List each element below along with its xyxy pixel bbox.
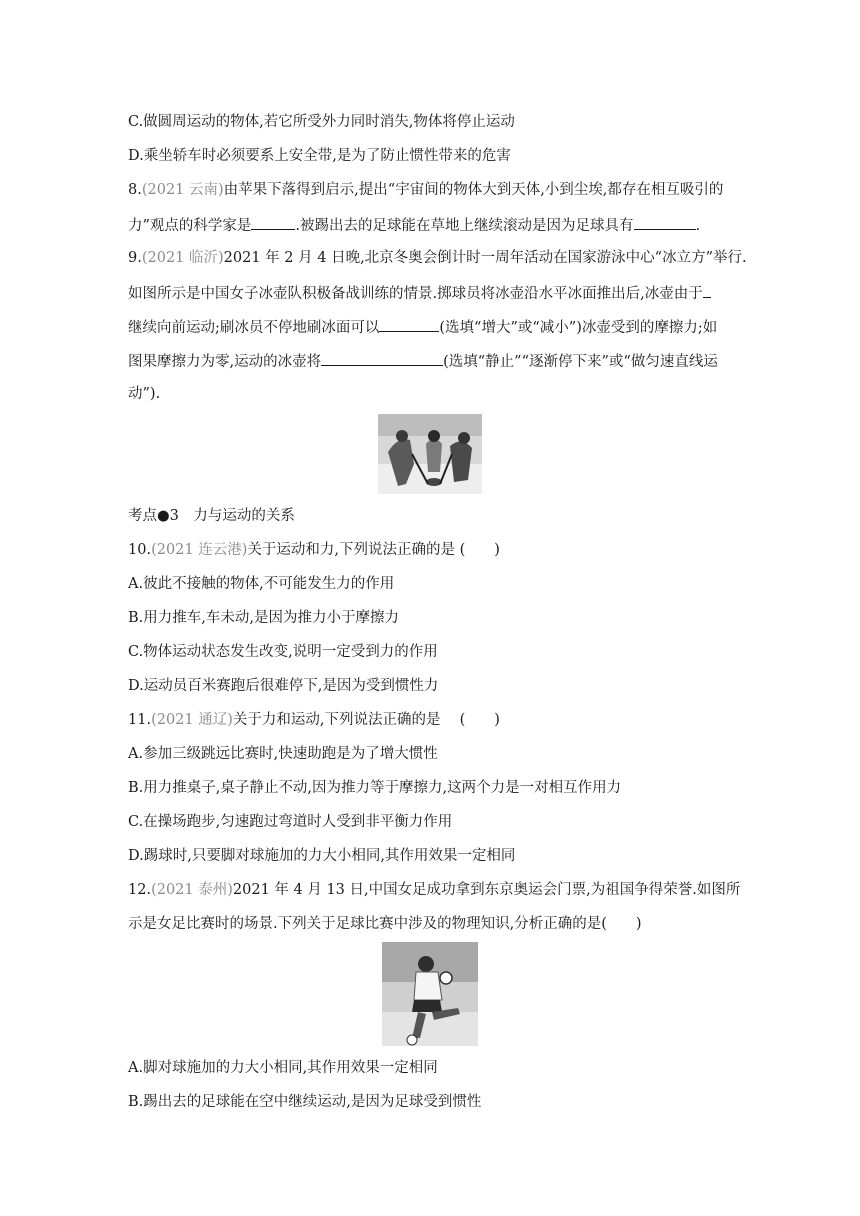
q11-text: 关于力和运动,下列说法正确的是 ( ) — [232, 712, 500, 728]
q9-stem-line4 — [128, 350, 718, 372]
q10-stem — [128, 540, 500, 560]
q11-stem — [128, 710, 500, 730]
q9-stem-line1 — [128, 248, 747, 268]
q11-option-a: A.参加三级跳远比赛时,快速助跑是为了增大惯性 — [128, 746, 438, 762]
q12-option-a: A.脚对球施加的力大小相同,其作用效果一定相同 — [128, 1060, 438, 1076]
q7-option-d: D.乘坐轿车时必须要系上安全带,是为了防止惯性带来的危害 — [128, 148, 511, 164]
q10-source: (2021 连云港) — [151, 542, 248, 558]
q8-text-b3: . — [695, 218, 701, 234]
q8-stem-line2 — [128, 214, 700, 236]
football-photo — [382, 942, 478, 1046]
q12-text-a: 2021 年 4 月 13 日,中国女足成功拿到东京奥运会门票,为祖国争得荣誉.如图所 — [232, 882, 741, 898]
q9-text-c1: 继续向前运动;刷冰员不停地刷冰面可以 — [128, 320, 380, 336]
q9-stem-line5: 动”). — [128, 386, 161, 402]
q7-option-c: C.做圆周运动的物体,若它所受外力同时消失,物体将停止运动 — [128, 114, 515, 130]
q11-option-d: D.踢球时,只要脚对球施加的力大小相同,其作用效果一定相同 — [128, 848, 516, 864]
q9-blank-2[interactable] — [379, 316, 439, 332]
q9-number: 9. — [128, 250, 142, 266]
q9-text-b: 如图所示是中国女子冰壶队积极备战训练的情景.掷球员将冰壶沿水平冰面推出后,冰壶由于 — [128, 286, 703, 302]
q8-text-b1: 力”观点的科学家是 — [128, 218, 252, 234]
q10-option-a: A.彼此不接触的物体,不可能发生力的作用 — [128, 576, 395, 592]
curling-photo — [378, 414, 482, 494]
q9-blank-1[interactable] — [703, 282, 711, 298]
q12-option-b: B.踢出去的足球能在空中继续运动,是因为足球受到惯性 — [128, 1094, 482, 1110]
q8-number: 8. — [128, 182, 142, 198]
q9-text-d1: 图果摩擦力为零,运动的冰壶将 — [128, 354, 322, 370]
q8-stem-line1 — [128, 180, 723, 200]
q10-option-c: C.物体运动状态发生改变,说明一定受到力的作用 — [128, 644, 438, 660]
q9-blank-3[interactable] — [321, 350, 443, 366]
q12-number: 12. — [128, 882, 152, 898]
q9-stem-line3 — [128, 316, 717, 338]
q9-stem-line2 — [128, 282, 711, 304]
q9-text-c2: (选填“增大”或“减小”)冰壶受到的摩擦力;如 — [439, 320, 718, 336]
q12-stem-line2: 示是女足比赛时的场景.下列关于足球比赛中涉及的物理知识,分析正确的是( ) — [128, 916, 642, 932]
q9-text-a: 2021 年 2 月 4 日晚,北京冬奥会倒计时一周年活动在国家游泳中心“冰立方”举行. — [223, 250, 747, 266]
q8-blank-2[interactable] — [634, 214, 696, 230]
q12-source: (2021 泰州) — [151, 882, 233, 898]
q8-source: (2021 云南) — [141, 182, 224, 198]
q9-text-d2: (选填“静止”“逐渐停下来”或“做匀速直线运 — [443, 354, 718, 370]
q8-text-a: 由苹果下落得到启示,提出“宇宙间的物体大到天体,小到尘埃,都存在相互吸引的 — [223, 182, 724, 198]
q10-option-d: D.运动员百米赛跑后很难停下,是因为受到惯性力 — [128, 678, 439, 694]
q11-source: (2021 通辽) — [151, 712, 233, 728]
q11-option-b: B.用力推桌子,桌子静止不动,因为推力等于摩擦力,这两个力是一对相互作用力 — [128, 780, 622, 796]
q11-option-c: C.在操场跑步,匀速跑过弯道时人受到非平衡力作用 — [128, 814, 453, 830]
q8-blank-1[interactable] — [251, 214, 295, 230]
q8-text-b2: .被踢出去的足球能在草地上继续滚动是因为足球具有 — [295, 218, 634, 234]
section-heading: 考点●3 力与运动的关系 — [128, 508, 295, 524]
q9-source: (2021 临沂) — [141, 250, 224, 266]
q12-stem-line1 — [128, 880, 740, 900]
q10-number: 10. — [128, 542, 152, 558]
q11-number: 11. — [128, 712, 152, 728]
q10-option-b: B.用力推车,车未动,是因为推力小于摩擦力 — [128, 610, 399, 626]
q10-text: 关于运动和力,下列说法正确的是 ( ) — [247, 542, 500, 558]
